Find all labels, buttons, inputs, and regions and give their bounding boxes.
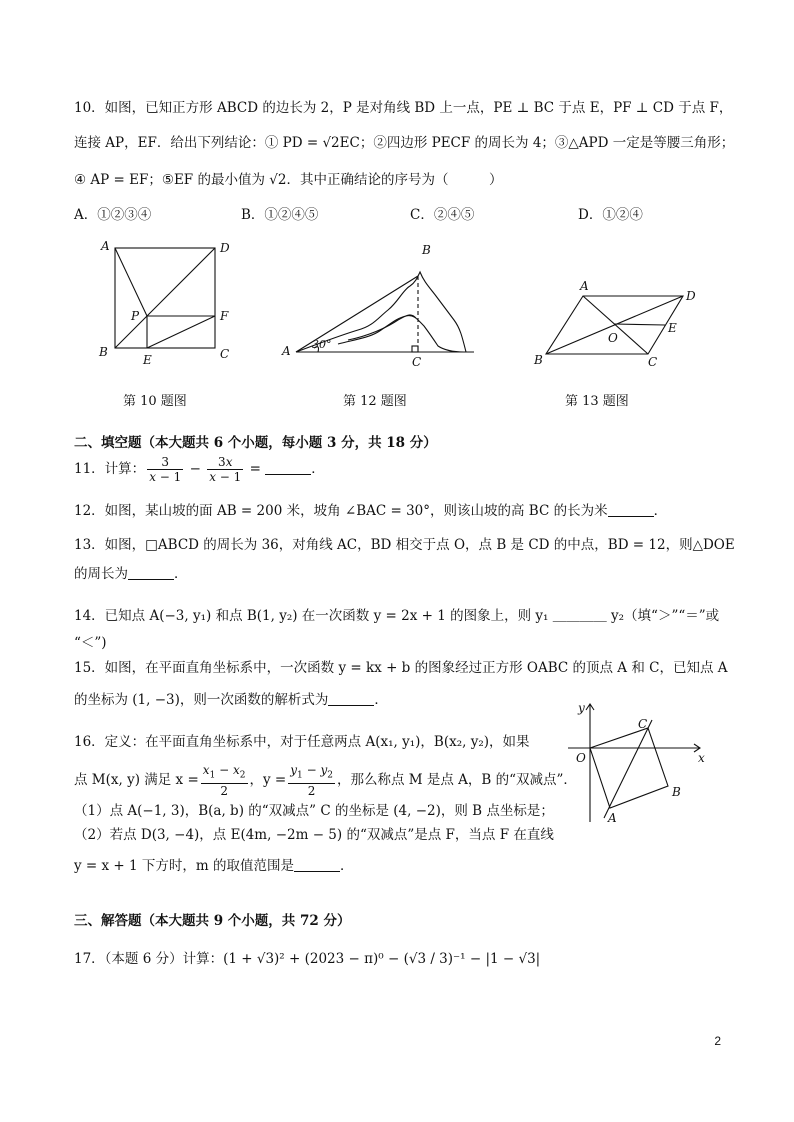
figure-13: [528, 272, 708, 372]
q11-prefix: 11．计算：: [74, 461, 146, 477]
q11: 11．计算： $\frac{3}{x - 1}$ − $\frac{3x}{x - 1}$ = ．: [74, 455, 325, 484]
q16-frac-y: $\frac{y_1 - y_2}{2}$: [290, 763, 333, 798]
q16-line2b: ，y =: [249, 772, 287, 788]
figure-15: [562, 698, 712, 826]
q16-line4: （2）若点 D(3, −4)，点 E(4m, −2m − 5) 的“双减点”是点 F，当点 F 在直线: [74, 827, 554, 843]
q12: 12．如图，某山坡的面 AB = 200 米，坡角 ∠BAC = 30°，则该山坡的高 BC 的长为米 ．: [74, 503, 668, 519]
q10-line3: ④ AP = EF；⑤EF 的最小值为 √2．其中正确结论的序号为（ ）: [74, 172, 503, 188]
q11-frac-2: $\frac{3x}{x - 1}$: [209, 455, 242, 484]
fig13-label-o: O: [608, 331, 618, 345]
q11-frac-1: $\frac{3}{x - 1}$: [149, 455, 182, 484]
q16-line2: [74, 762, 577, 798]
fig12-label-b: B: [422, 243, 431, 257]
q15-answer-blank[interactable]: [328, 693, 374, 706]
fig10-label-f: F: [220, 309, 229, 323]
q12-text: 12．如图，某山坡的面 AB = 200 米，坡角 ∠BAC = 30°，则该山坡的高 BC 的长为米: [74, 503, 608, 519]
fig10-label-a: A: [101, 239, 110, 253]
fig15-label-b: B: [672, 785, 681, 799]
q10-line2: 连接 AP，EF．给出下列结论：① PD = √2EC；②四边形 PECF 的周长为 4；③△APD 一定是等腰三角形；: [74, 135, 735, 151]
fig13-label-e: E: [668, 321, 677, 335]
q13-answer-blank[interactable]: [128, 567, 174, 580]
section-3-heading: 三、解答题（本大题共 9 个小题，共 72 分）: [74, 913, 351, 929]
fig13-caption: 第 13 题图: [565, 394, 629, 409]
q14-line1: 14．已知点 A(−3, y₁) 和点 B(1, y₂) 在一次函数 y = 2x + 1 的图象上，则 y₁ ＿＿＿＿ y₂（填“＞”“＝”或: [74, 608, 720, 624]
q13-line2: 的周长为 ．: [74, 566, 188, 582]
fig15-label-o: O: [576, 751, 586, 765]
figure-12: [278, 240, 488, 370]
q15-line2-text: 的坐标为 (1, −3)，则一次函数的解析式为: [74, 692, 329, 708]
fig10-label-b: B: [99, 345, 108, 359]
q16-answer-blank[interactable]: [294, 859, 340, 872]
section-2-heading: 二、填空题（本大题共 6 个小题，每小题 3 分，共 18 分）: [74, 435, 437, 451]
q11-answer-blank[interactable]: [265, 462, 311, 475]
q10-option-c: C．②④⑤: [410, 207, 475, 223]
q14-line2: “＜”): [74, 635, 107, 651]
q16-line2a: 点 M(x, y) 满足 x =: [74, 772, 199, 788]
fig12-caption: 第 12 题图: [343, 394, 407, 409]
q10-line1: 10．如图，已知正方形 ABCD 的边长为 2，P 是对角线 BD 上一点，PE ⊥ BC 于点 E，PF ⊥ CD 于点 F，: [74, 100, 733, 116]
fig13-label-c: C: [648, 355, 658, 369]
q17: 17．（本题 6 分）计算：(1 + √3)² + (2023 − π)⁰ − (√3 / 3)⁻¹ − |1 − √3|: [74, 951, 541, 967]
q16-line5-text: y = x + 1 下方时，m 的取值范围是: [74, 858, 295, 874]
q11-suffix: ．: [311, 461, 325, 477]
fig10-label-e: E: [143, 353, 152, 367]
q15-line1: 15．如图，在平面直角坐标系中，一次函数 y = kx + b 的图象经过正方形 OABC 的顶点 A 和 C，已知点 A: [74, 660, 728, 676]
fig10-label-c: C: [220, 347, 230, 361]
fig13-label-a: A: [580, 279, 589, 293]
fig10-caption: 第 10 题图: [123, 394, 187, 409]
q16-line5: y = x + 1 下方时，m 的取值范围是 ．: [74, 858, 354, 874]
fig12-angle-label: 30°: [312, 338, 332, 351]
q15-line2: 的坐标为 (1, −3)，则一次函数的解析式为 ．: [74, 692, 388, 708]
q16-line3: （1）点 A(−1, 3)，B(a, b) 的“双减点” C 的坐标是 (4, −2)，则 B 点坐标是；: [74, 803, 554, 819]
q13-line1: 13．如图，□ABCD 的周长为 36，对角线 AC，BD 相交于点 O，点 B 是 CD 的中点，BD = 12，则△DOE: [74, 537, 735, 553]
fig12-label-c: C: [412, 355, 422, 369]
fig15-label-x: x: [698, 751, 705, 765]
fig13-label-b: B: [534, 353, 543, 367]
q16-line2c: ，那么称点 M 是点 A，B 的“双减点”．: [336, 772, 577, 788]
fig15-label-a: A: [608, 811, 617, 825]
fig13-label-d: D: [686, 289, 696, 303]
figure-10: [95, 238, 245, 368]
fig10-label-d: D: [220, 241, 230, 255]
q16-line1: 16．定义：在平面直角坐标系中，对于任意两点 A(x₁, y₁)，B(x₂, y₂)，如果: [74, 734, 530, 750]
q10-option-b: B．①②④⑤: [241, 207, 319, 223]
fig15-label-c: C: [638, 717, 648, 731]
q12-answer-blank[interactable]: [608, 504, 654, 517]
q13-line2-text: 的周长为: [74, 566, 128, 582]
page-number: 2: [714, 1034, 721, 1048]
q10-option-a: A．①②③④: [74, 207, 152, 223]
fig10-label-p: P: [131, 309, 140, 323]
fig15-label-y: y: [578, 701, 585, 715]
fig12-label-a: A: [282, 344, 291, 358]
q16-frac-x: $\frac{x_1 - x_2}{2}$: [202, 763, 246, 798]
q10-option-d: D．①②④: [578, 207, 643, 223]
